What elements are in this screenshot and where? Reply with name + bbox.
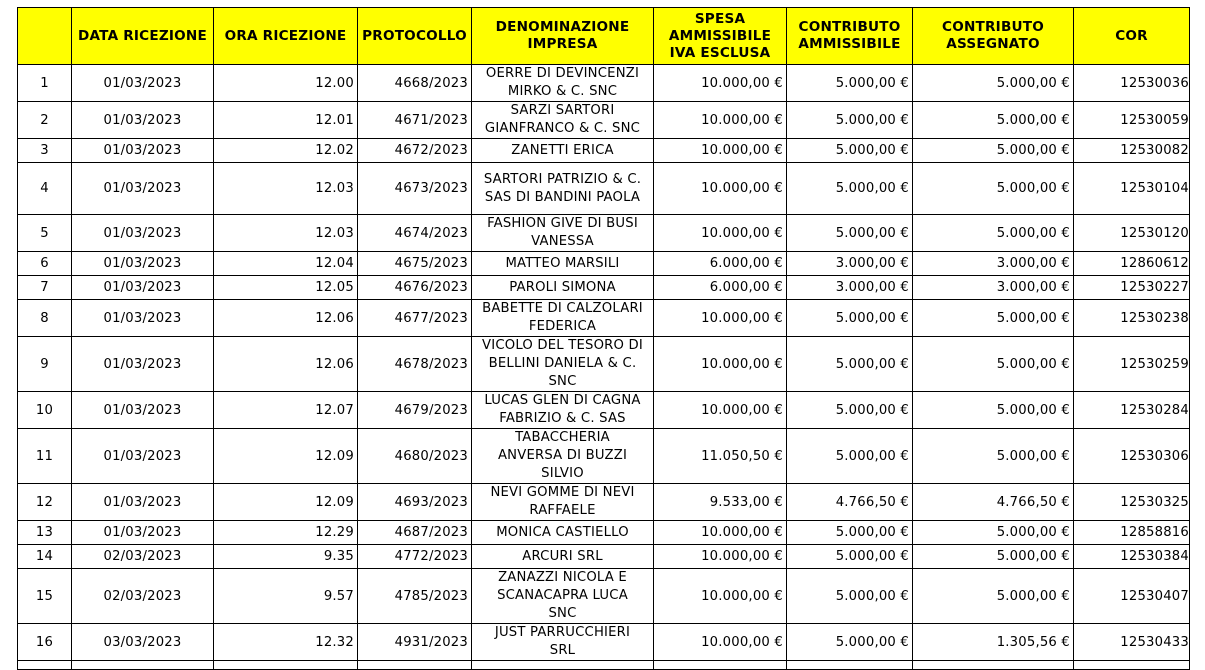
header-index (18, 8, 72, 65)
cell-contributo-ammissibile: 3.000,00 € (787, 252, 913, 276)
cell-contributo-ammissibile: 5.000,00 € (787, 337, 913, 392)
cell-contributo-assegnato: 5.000,00 € (913, 65, 1074, 102)
cell-data-ricezione: 01/03/2023 (72, 392, 214, 429)
cell-contributo-ammissibile: 3.000,00 € (787, 276, 913, 300)
cell-cor: 12530407 (1074, 569, 1190, 624)
table-row (18, 545, 1190, 569)
table-row (18, 276, 1190, 300)
cell-contributo-assegnato: 5.000,00 € (913, 569, 1074, 624)
cell-spesa: 10.000,00 € (654, 102, 787, 139)
header-cor: COR (1074, 8, 1190, 65)
cell-denominazione: SARZI SARTORI GIANFRANCO & C. SNC (472, 102, 654, 139)
table-row (18, 624, 1190, 661)
cell-data-ricezione: 01/03/2023 (72, 252, 214, 276)
cell-data-ricezione: 01/03/2023 (72, 163, 214, 215)
table-row (18, 65, 1190, 102)
cell-contributo-ammissibile: 5.000,00 € (787, 392, 913, 429)
cell-spesa: 6.000,00 € (654, 252, 787, 276)
cell-protocollo: 4679/2023 (358, 392, 472, 429)
header-spesa-ammissibile: SPESA AMMISSIBILE IVA ESCLUSA (654, 8, 787, 65)
cell-spesa: 10.000,00 € (654, 300, 787, 337)
table-row-cut (18, 661, 1190, 670)
cell-ora-ricezione: 12.06 (214, 300, 358, 337)
cell-contributo-assegnato: 5.000,00 € (913, 337, 1074, 392)
cell-data-ricezione: 02/03/2023 (72, 545, 214, 569)
cell-protocollo: 4675/2023 (358, 252, 472, 276)
cell-index: 15 (18, 569, 72, 624)
cell-cor: 12530259 (1074, 337, 1190, 392)
cell-contributo-assegnato: 5.000,00 € (913, 215, 1074, 252)
cell-spesa: 10.000,00 € (654, 163, 787, 215)
cell-protocollo: 4687/2023 (358, 521, 472, 545)
cell-denominazione: JUST PARRUCCHIERI SRL (472, 624, 654, 661)
cell-data-ricezione: 01/03/2023 (72, 521, 214, 545)
cell-ora-ricezione: 12.03 (214, 163, 358, 215)
cell-empty (787, 661, 913, 670)
cell-contributo-assegnato: 5.000,00 € (913, 429, 1074, 484)
cell-cor: 12530384 (1074, 545, 1190, 569)
cell-contributo-assegnato: 3.000,00 € (913, 252, 1074, 276)
cell-contributo-assegnato: 4.766,50 € (913, 484, 1074, 521)
cell-contributo-ammissibile: 5.000,00 € (787, 139, 913, 163)
cell-ora-ricezione: 9.35 (214, 545, 358, 569)
cell-denominazione: PAROLI SIMONA (472, 276, 654, 300)
cell-contributo-assegnato: 5.000,00 € (913, 521, 1074, 545)
table-row (18, 252, 1190, 276)
cell-contributo-ammissibile: 5.000,00 € (787, 300, 913, 337)
cell-spesa: 9.533,00 € (654, 484, 787, 521)
cell-cor: 12530433 (1074, 624, 1190, 661)
cell-contributo-ammissibile: 5.000,00 € (787, 521, 913, 545)
cell-ora-ricezione: 12.01 (214, 102, 358, 139)
cell-data-ricezione: 01/03/2023 (72, 65, 214, 102)
cell-data-ricezione: 01/03/2023 (72, 429, 214, 484)
cell-protocollo: 4672/2023 (358, 139, 472, 163)
cell-contributo-ammissibile: 5.000,00 € (787, 65, 913, 102)
table-row (18, 139, 1190, 163)
cell-contributo-assegnato: 5.000,00 € (913, 163, 1074, 215)
cell-index: 1 (18, 65, 72, 102)
table-row (18, 215, 1190, 252)
cell-cor: 12530059 (1074, 102, 1190, 139)
cell-empty (472, 661, 654, 670)
cell-denominazione: MONICA CASTIELLO (472, 521, 654, 545)
cell-cor: 12860612 (1074, 252, 1190, 276)
cell-contributo-assegnato: 1.305,56 € (913, 624, 1074, 661)
cell-empty (358, 661, 472, 670)
cell-protocollo: 4671/2023 (358, 102, 472, 139)
cell-index: 4 (18, 163, 72, 215)
cell-protocollo: 4674/2023 (358, 215, 472, 252)
cell-denominazione: ARCURI SRL (472, 545, 654, 569)
cell-cor: 12530104 (1074, 163, 1190, 215)
cell-contributo-ammissibile: 5.000,00 € (787, 215, 913, 252)
cell-denominazione: ZANAZZI NICOLA E SCANACAPRA LUCA SNC (472, 569, 654, 624)
cell-cor: 12530284 (1074, 392, 1190, 429)
cell-protocollo: 4680/2023 (358, 429, 472, 484)
cell-index: 7 (18, 276, 72, 300)
cell-index: 9 (18, 337, 72, 392)
cell-ora-ricezione: 12.04 (214, 252, 358, 276)
cell-contributo-ammissibile: 5.000,00 € (787, 163, 913, 215)
cell-data-ricezione: 01/03/2023 (72, 215, 214, 252)
cell-contributo-assegnato: 3.000,00 € (913, 276, 1074, 300)
cell-cor: 12530325 (1074, 484, 1190, 521)
cell-spesa: 11.050,50 € (654, 429, 787, 484)
table-row (18, 429, 1190, 484)
table-row (18, 300, 1190, 337)
header-protocollo: PROTOCOLLO (358, 8, 472, 65)
cell-spesa: 10.000,00 € (654, 139, 787, 163)
cell-ora-ricezione: 12.00 (214, 65, 358, 102)
cell-protocollo: 4785/2023 (358, 569, 472, 624)
cell-spesa: 10.000,00 € (654, 392, 787, 429)
cell-protocollo: 4678/2023 (358, 337, 472, 392)
cell-cor: 12530238 (1074, 300, 1190, 337)
cell-denominazione: MATTEO MARSILI (472, 252, 654, 276)
header-contributo-assegnato: CONTRIBUTO ASSEGNATO (913, 8, 1074, 65)
cell-protocollo: 4673/2023 (358, 163, 472, 215)
cell-protocollo: 4676/2023 (358, 276, 472, 300)
cell-spesa: 6.000,00 € (654, 276, 787, 300)
cell-data-ricezione: 01/03/2023 (72, 484, 214, 521)
cell-contributo-ammissibile: 5.000,00 € (787, 624, 913, 661)
cell-index: 3 (18, 139, 72, 163)
header-ora-ricezione: ORA RICEZIONE (214, 8, 358, 65)
header-row (18, 8, 1190, 65)
table-row (18, 484, 1190, 521)
cell-ora-ricezione: 12.29 (214, 521, 358, 545)
cell-spesa: 10.000,00 € (654, 569, 787, 624)
cell-index: 6 (18, 252, 72, 276)
cell-ora-ricezione: 9.57 (214, 569, 358, 624)
cell-empty (214, 661, 358, 670)
cell-ora-ricezione: 12.09 (214, 429, 358, 484)
cell-empty (913, 661, 1074, 670)
cell-data-ricezione: 01/03/2023 (72, 300, 214, 337)
cell-protocollo: 4772/2023 (358, 545, 472, 569)
table-row (18, 392, 1190, 429)
cell-contributo-ammissibile: 4.766,50 € (787, 484, 913, 521)
table-row (18, 337, 1190, 392)
cell-ora-ricezione: 12.32 (214, 624, 358, 661)
cell-data-ricezione: 01/03/2023 (72, 102, 214, 139)
cell-data-ricezione: 01/03/2023 (72, 337, 214, 392)
cell-empty (1074, 661, 1190, 670)
cell-ora-ricezione: 12.02 (214, 139, 358, 163)
cell-contributo-assegnato: 5.000,00 € (913, 392, 1074, 429)
cell-cor: 12530227 (1074, 276, 1190, 300)
cell-ora-ricezione: 12.09 (214, 484, 358, 521)
cell-data-ricezione: 02/03/2023 (72, 569, 214, 624)
cell-denominazione: FASHION GIVE DI BUSI VANESSA (472, 215, 654, 252)
cell-spesa: 10.000,00 € (654, 215, 787, 252)
cell-denominazione: BABETTE DI CALZOLARI FEDERICA (472, 300, 654, 337)
cell-denominazione: SARTORI PATRIZIO & C. SAS DI BANDINI PAOLA (472, 163, 654, 215)
cell-data-ricezione: 01/03/2023 (72, 276, 214, 300)
cell-spesa: 10.000,00 € (654, 521, 787, 545)
cell-index: 13 (18, 521, 72, 545)
table-row (18, 102, 1190, 139)
table-row (18, 163, 1190, 215)
header-data-ricezione: DATA RICEZIONE (72, 8, 214, 65)
cell-spesa: 10.000,00 € (654, 65, 787, 102)
cell-empty (654, 661, 787, 670)
cell-ora-ricezione: 12.03 (214, 215, 358, 252)
cell-protocollo: 4668/2023 (358, 65, 472, 102)
cell-index: 5 (18, 215, 72, 252)
cell-index: 11 (18, 429, 72, 484)
cell-ora-ricezione: 12.06 (214, 337, 358, 392)
cell-index: 8 (18, 300, 72, 337)
cell-protocollo: 4693/2023 (358, 484, 472, 521)
header-denominazione-impresa: DENOMINAZIONE IMPRESA (472, 8, 654, 65)
cell-contributo-assegnato: 5.000,00 € (913, 102, 1074, 139)
cell-spesa: 10.000,00 € (654, 624, 787, 661)
cell-empty (18, 661, 72, 670)
table-row (18, 521, 1190, 545)
cell-contributo-assegnato: 5.000,00 € (913, 139, 1074, 163)
cell-spesa: 10.000,00 € (654, 545, 787, 569)
cell-data-ricezione: 03/03/2023 (72, 624, 214, 661)
cell-cor: 12530306 (1074, 429, 1190, 484)
cell-contributo-ammissibile: 5.000,00 € (787, 429, 913, 484)
cell-contributo-ammissibile: 5.000,00 € (787, 545, 913, 569)
cell-ora-ricezione: 12.05 (214, 276, 358, 300)
cell-contributo-assegnato: 5.000,00 € (913, 545, 1074, 569)
cell-cor: 12530082 (1074, 139, 1190, 163)
cell-index: 14 (18, 545, 72, 569)
cell-contributo-ammissibile: 5.000,00 € (787, 569, 913, 624)
cell-index: 12 (18, 484, 72, 521)
cell-denominazione: OERRE DI DEVINCENZI MIRKO & C. SNC (472, 65, 654, 102)
cell-spesa: 10.000,00 € (654, 337, 787, 392)
cell-protocollo: 4677/2023 (358, 300, 472, 337)
cell-protocollo: 4931/2023 (358, 624, 472, 661)
cell-cor: 12858816 (1074, 521, 1190, 545)
cell-data-ricezione: 01/03/2023 (72, 139, 214, 163)
cell-ora-ricezione: 12.07 (214, 392, 358, 429)
cell-cor: 12530036 (1074, 65, 1190, 102)
cell-denominazione: VICOLO DEL TESORO DI BELLINI DANIELA & C. SNC (472, 337, 654, 392)
cell-denominazione: ZANETTI ERICA (472, 139, 654, 163)
cell-denominazione: TABACCHERIA ANVERSA DI BUZZI SILVIO (472, 429, 654, 484)
beneficiaries-table (17, 7, 1190, 670)
cell-contributo-ammissibile: 5.000,00 € (787, 102, 913, 139)
cell-index: 2 (18, 102, 72, 139)
cell-contributo-assegnato: 5.000,00 € (913, 300, 1074, 337)
cell-denominazione: NEVI GOMME DI NEVI RAFFAELE (472, 484, 654, 521)
cell-cor: 12530120 (1074, 215, 1190, 252)
cell-index: 16 (18, 624, 72, 661)
cell-empty (72, 661, 214, 670)
cell-index: 10 (18, 392, 72, 429)
header-contributo-ammissibile: CONTRIBUTO AMMISSIBILE (787, 8, 913, 65)
table-row (18, 569, 1190, 624)
cell-denominazione: LUCAS GLEN DI CAGNA FABRIZIO & C. SAS (472, 392, 654, 429)
